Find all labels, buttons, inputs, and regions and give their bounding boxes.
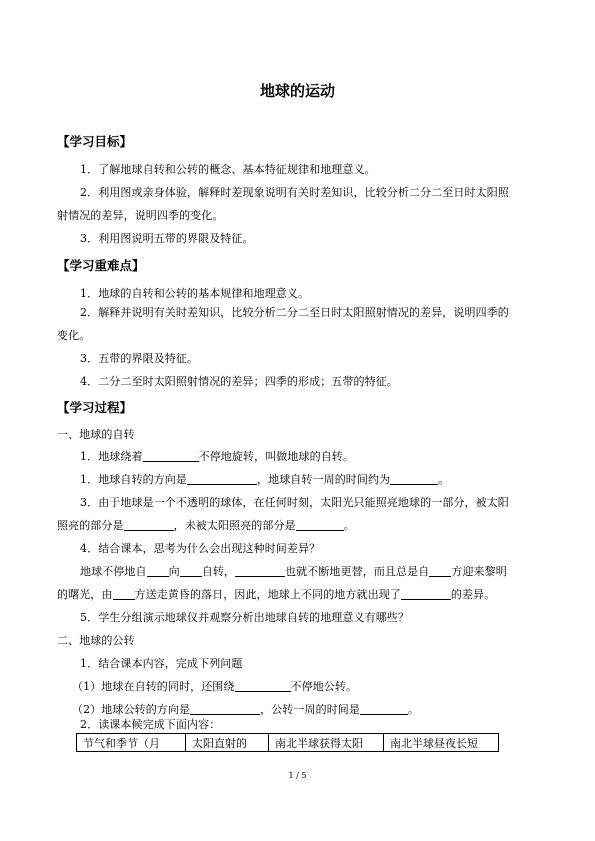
key-point-line: 3．五带的界限及特征。 bbox=[80, 352, 199, 365]
objective-line: 1．了解地球自转和公转的概念、基本特征规律和地理意义。 bbox=[80, 163, 376, 176]
answer-blank[interactable] bbox=[124, 519, 174, 531]
rotation-question-4: 4．结合课本，思考为什么会出现这种时间差异？ bbox=[80, 542, 321, 555]
q-text: ，地球自转一周的时间约为 bbox=[257, 473, 391, 486]
table-header-row bbox=[77, 734, 499, 752]
table-header-cell: 节气和季节（月 bbox=[77, 734, 186, 752]
section-heading-key-points: 【学习重难点】 bbox=[57, 258, 145, 273]
rotation-fill-text-1 bbox=[80, 565, 507, 579]
revolution-question-1a bbox=[72, 680, 357, 694]
q-text: 的差异。 bbox=[450, 588, 496, 601]
q-text: 照亮的部分是 bbox=[57, 519, 124, 532]
answer-blank[interactable] bbox=[190, 703, 260, 715]
objective-line: 射情况的差异，说明四季的变化。 bbox=[57, 209, 224, 222]
section-heading-process: 【学习过程】 bbox=[57, 400, 133, 415]
key-point-line: 4．二分二至时太阳照射情况的差异；四季的形成；五带的特征。 bbox=[80, 375, 398, 388]
rotation-question-3: 3．由于地球是一个不透明的球体，在任何时刻，太阳光只能照亮地球的一部分，被太阳 bbox=[80, 496, 509, 509]
q-text: 。 bbox=[438, 473, 450, 486]
q-text: 1．地球自转的方向是 bbox=[80, 473, 187, 486]
rotation-question-2 bbox=[80, 473, 449, 487]
q-text: 也就不断地更替，而且总是自 bbox=[285, 565, 430, 578]
q-text: 向 bbox=[168, 565, 180, 578]
answer-blank[interactable] bbox=[235, 680, 291, 692]
rotation-question-5: 5．学生分组演示地球仪并观察分析出地球自转的地理意义有哪些？ bbox=[80, 611, 409, 624]
q-text: 的曙光，由 bbox=[57, 588, 113, 601]
q-text: 地球不停地自 bbox=[80, 565, 147, 578]
answer-blank[interactable] bbox=[429, 565, 451, 577]
revolution-question-1: 1．结合课本内容，完成下列问题 bbox=[80, 657, 243, 670]
revolution-question-2: 2．读课本候完成下面内容： bbox=[80, 718, 221, 731]
seasons-table bbox=[76, 733, 499, 752]
table-header-cell: 太阳直射的 bbox=[186, 734, 269, 752]
answer-blank[interactable] bbox=[180, 565, 202, 577]
page-title: 地球的运动 bbox=[259, 82, 335, 100]
q-text: 。 bbox=[343, 519, 355, 532]
page-number: 1 / 5 bbox=[288, 771, 307, 780]
answer-blank[interactable] bbox=[113, 588, 135, 600]
q-text: 1．地球绕着 bbox=[80, 450, 143, 463]
key-point-line: 变化。 bbox=[57, 329, 91, 342]
key-point-line: 2．解释并说明有关时差知识，比较分析二分二至日时太阳照射情况的差异，说明四季的 bbox=[80, 306, 509, 319]
answer-blank[interactable] bbox=[390, 473, 438, 485]
rotation-question-3-cont bbox=[57, 519, 355, 533]
answer-blank[interactable] bbox=[296, 519, 344, 531]
q-text: （2）地球公转的方向是 bbox=[72, 703, 191, 716]
subheading-revolution: 二、地球的公转 bbox=[57, 634, 135, 647]
q-text: ，未被太阳照亮的部分是 bbox=[173, 519, 296, 532]
answer-blank[interactable] bbox=[360, 703, 408, 715]
table-header-cell: 南北半球获得太阳 bbox=[269, 734, 384, 752]
q-text: 方迎来黎明 bbox=[451, 565, 507, 578]
answer-blank[interactable] bbox=[401, 588, 451, 600]
subheading-rotation: 一、地球的自转 bbox=[57, 428, 135, 441]
q-text: 。 bbox=[408, 703, 420, 716]
key-point-line: 1．地球的自转和公转的基本规律和地理意义。 bbox=[80, 287, 310, 300]
q-text: （1）地球在自转的同时，还围绕 bbox=[72, 680, 235, 693]
objective-line: 2．利用图或亲身体验，解释时差现象说明有关时差知识，比较分析二分二至日时太阳照 bbox=[80, 186, 509, 199]
rotation-fill-text-2 bbox=[57, 588, 495, 602]
q-text: 不停地旋转，叫做地球的自转。 bbox=[198, 450, 355, 463]
answer-blank[interactable] bbox=[147, 565, 169, 577]
answer-blank[interactable] bbox=[235, 565, 285, 577]
revolution-question-1b bbox=[72, 703, 419, 717]
answer-blank[interactable] bbox=[187, 473, 257, 485]
rotation-question-1 bbox=[80, 450, 354, 464]
objective-line: 3．利用图说明五带的界限及特征。 bbox=[80, 232, 254, 245]
table-header-cell: 南北半球昼夜长短 bbox=[384, 734, 499, 752]
q-text: 方送走黄昏的落日，因此，地球上不同的地方就出现了 bbox=[134, 588, 401, 601]
q-text: ，公转一周的时间是 bbox=[260, 703, 361, 716]
section-heading-objectives: 【学习目标】 bbox=[57, 134, 133, 149]
q-text: 自转， bbox=[201, 565, 236, 578]
answer-blank[interactable] bbox=[143, 450, 199, 462]
q-text: 不停地公转。 bbox=[290, 680, 358, 693]
